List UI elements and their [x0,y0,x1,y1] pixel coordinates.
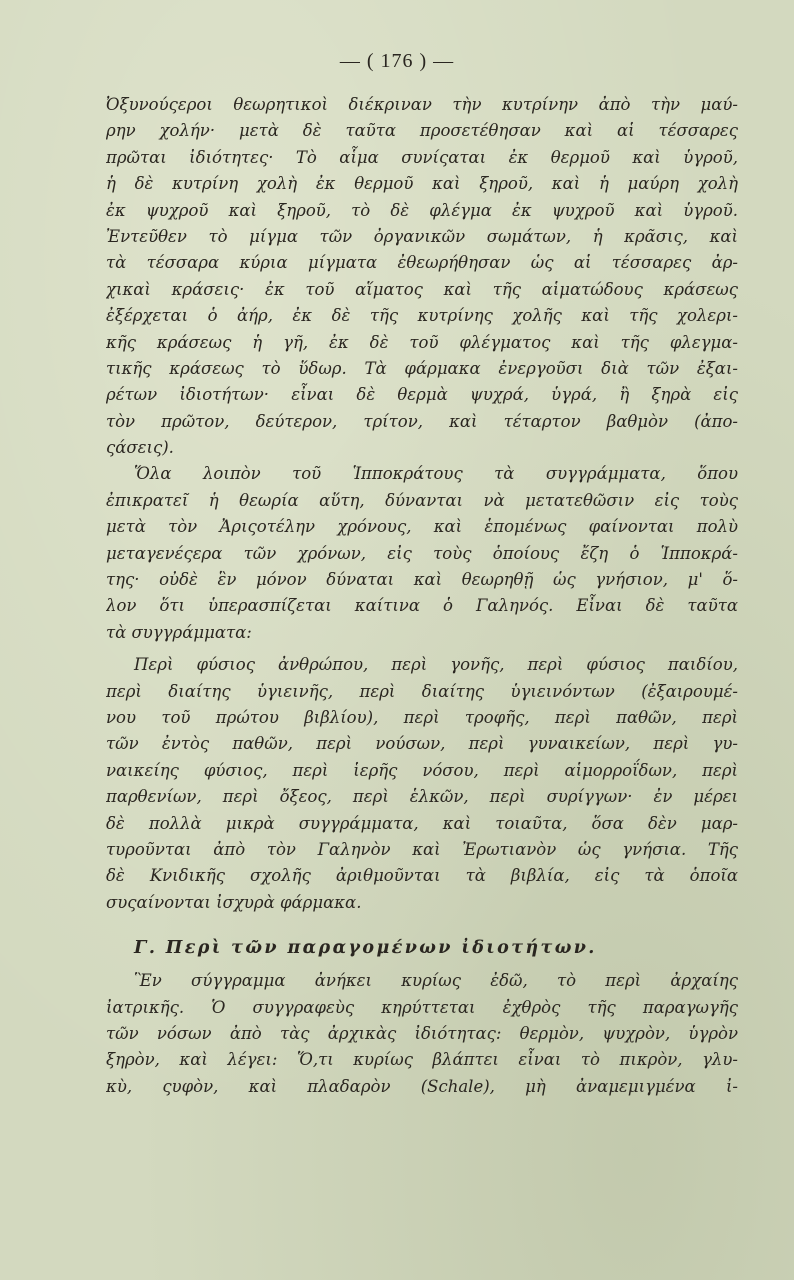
text-line: ρην χολήν· μετὰ δὲ ταῦτα προσετέθησαν καὶ αἱ τέσσαρες [106,121,738,141]
text-line: Ὅλα λοιπὸν τοῦ Ἱπποκράτους τὰ συγγράμματα, ὅπου [134,464,738,484]
text-line: κῆς κράσεως ἡ γῆ, ἐκ δὲ τοῦ φλέγματος καὶ τῆς φλεγμα- [106,332,738,352]
spacer [106,916,738,934]
text-line: παρθενίων, περὶ ὄξεος, περὶ ἑλκῶν, περὶ συρίγγων· ἐν μέρει [106,787,738,807]
text-line: Ὀξυνούςεροι θεωρητικοὶ διέκριναν τὴν κυτρίνην ἀπὸ τὴν μαύ- [106,95,738,114]
text-line: ἡ δὲ κυτρίνη χολὴ ἐκ θερμοῦ καὶ ξηροῦ, καὶ ἡ μαύρη χολὴ [106,174,738,194]
text-line: τὰ συγγράμματα: [106,622,252,642]
text-line: περὶ διαίτης ὑγιεινῆς, περὶ διαίτης ὑγιεινόντων (ἐξαιρουμέ- [106,681,738,701]
text-line: χικαὶ κράσεις· ἐκ τοῦ αἵματος καὶ τῆς αἱματώδους κράσεως [106,279,738,299]
text-line: ἐξέρχεται ὁ ἀήρ, ἐκ δὲ τῆς κυτρίνης χολῆς καὶ τῆς χολερι- [106,306,738,326]
text-line: ἐπικρατεῖ ἡ θεωρία αὕτη, δύνανται νὰ μετατεθῶσιν εἰς τοὺς [106,490,738,510]
text-line: Περὶ φύσιος ἀνθρώπου, περὶ γονῆς, περὶ φύσιος παιδίου, [134,655,738,675]
text-line: της· οὐδὲ ἓν μόνον δύναται καὶ θεωρηθῇ ὡς γνήσιον, μ' ὅ- [106,570,738,590]
text-body [106,92,738,1100]
text-line: ςάσεις). [106,438,174,458]
text-line: τῶν ἐντὸς παθῶν, περὶ νούσων, περὶ γυναικείων, περὶ γυ- [106,734,738,754]
text-line: μετὰ τὸν Ἀριςοτέλην χρόνους, καὶ ἑπομένως φαίνονται πολὺ [106,517,738,537]
text-line: δὲ πολλὰ μικρὰ συγγράμματα, καὶ τοιαῦτα, ὅσα δὲν μαρ- [106,813,738,833]
text-line: τικῆς κράσεως τὸ ὕδωρ. Τὰ φάρμακα ἐνεργοῦσι διὰ τῶν ἐξαι- [106,358,738,378]
paragraph-ancient-medicine [106,968,738,1100]
text-line: ναικείης φύσιος, περὶ ἱερῆς νόσου, περὶ αἱμορροΐδων, περὶ [106,760,738,780]
text-line: λον ὅτι ὑπερασπίζεται καίτινα ὁ Γαληνός. Εἶναι δὲ ταῦτα [106,596,738,616]
text-line: Ἐντεῦθεν τὸ μίγμα τῶν ὀργανικῶν σωμάτων, ἡ κρᾶσις, καὶ [106,226,738,246]
paragraph-hippocrates-writings [106,461,738,646]
text-line: δὲ Κνιδικῆς σχολῆς ἀριθμοῦνται τὰ βιβλία, εἰς τὰ ὁποῖα [106,866,738,886]
text-line: νου τοῦ πρώτου βιβλίου), περὶ τροφῆς, περὶ παθῶν, περὶ [106,707,738,727]
text-line: μεταγενέςερα τῶν χρόνων, εἰς τοὺς ὁποίους ἔζη ὁ Ἱπποκρά- [106,543,738,563]
text-line: συςαίνονται ἰσχυρὰ φάρμακα. [106,892,362,912]
paragraph-humors [106,92,738,461]
text-line: ξηρὸν, καὶ λέγει: Ὅ,τι κυρίως βλάπτει εἶναι τὸ πικρὸν, γλυ- [106,1050,738,1070]
text-line: τῶν νόσων ἀπὸ τὰς ἀρχικὰς ἰδιότητας: θερμὸν, ψυχρὸν, ὑγρὸν [106,1023,738,1043]
text-line: ἐκ ψυχροῦ καὶ ξηροῦ, τὸ δὲ φλέγμα ἐκ ψυχροῦ καὶ ὑγροῦ. [106,200,738,220]
text-line: κὺ, ςυφὸν, καὶ πλαδαρὸν (Schale), μὴ ἀναμεμιγμένα ἰ- [106,1076,738,1096]
page-number: — ( 176 ) — [339,50,455,72]
text-line: τὸν πρῶτον, δεύτερον, τρίτον, καὶ τέταρτον βαθμὸν (ἀπο- [106,411,738,431]
paragraph-list-of-writings [106,652,738,916]
text-line: ρέτων ἰδιοτήτων· εἶναι δὲ θερμὰ ψυχρά, ὑγρά, ἢ ξηρὰ εἰς [106,385,738,405]
text-line: τυροῦνται ἀπὸ τὸν Γαληνὸν καὶ Ἐρωτιανὸν ὡς γνήσια. Τῆς [106,839,738,859]
text-line: Ἓν σύγγραμμα ἀνήκει κυρίως ἐδῶ, τὸ περὶ ἀρχαίης [134,971,738,991]
section-heading: Γ. Περὶ τῶν παραγομένων ἰδιοτήτων. [134,938,597,959]
text-line: ἰατρικῆς. Ὁ συγγραφεὺς κηρύττεται ἐχθρὸς τῆς παραγωγῆς [106,997,738,1017]
text-line: πρῶται ἰδιότητες· Τὸ αἷμα συνίςαται ἐκ θερμοῦ καὶ ὑγροῦ, [106,147,738,167]
text-line: τὰ τέσσαρα κύρια μίγματα ἐθεωρήθησαν ὡς αἱ τέσσαρες ἀρ- [106,253,738,273]
